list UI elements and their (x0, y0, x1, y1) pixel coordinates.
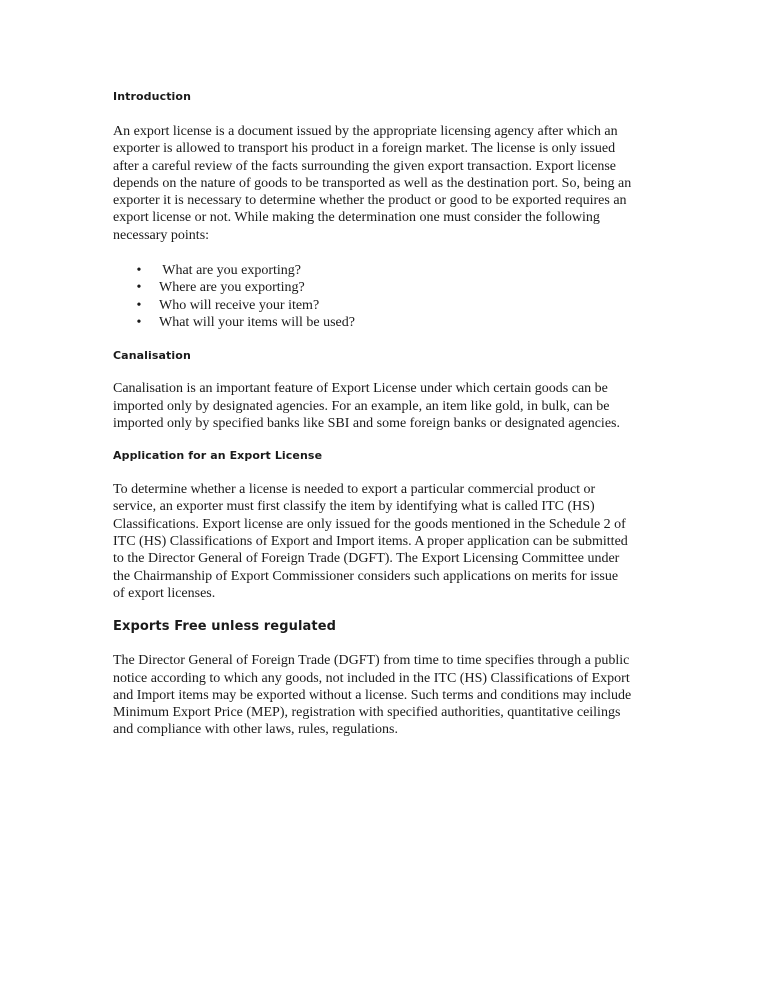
list-item (113, 314, 633, 331)
bullet-icon: • (136, 297, 142, 313)
paragraph-introduction: An export license is a document issued by the appropriate licensing agency after which an exporter is allowed to transport his product in a foreign market. The license is only issued after a careful review of the facts surrounding the given export transaction. Export license depends on the nature of goods to be transported as well as the destination port. So, being an exporter it is necessary to determine whether the product or good to be exported requires an export license or not. While making the determination one must consider the following necessary points: (113, 124, 632, 243)
list-item-text: What are you exporting? (159, 263, 302, 279)
list-item (113, 279, 633, 296)
list-item-text: Who will receive your item? (159, 297, 320, 313)
list-item (113, 262, 633, 279)
bullet-icon: • (136, 280, 142, 296)
paragraph-application: To determine whether a license is needed to export a particular commercial product or service, an exporter must first classify the item by identifying what is called ITC (HS) Classifications. Export license are only issued for the goods mentioned in the Schedule 2 of ITC (HS) Classifications of Export and Import items. A proper application can be submitted to the Director General of Foreign Trade (DGFT). The Export Licensing Committee under the Chairmanship of Export Commissioner considers such applications on merits for issue of export licenses. (113, 482, 628, 601)
list-item-text: Where are you exporting? (159, 280, 305, 296)
heading-application: Application for an Export License (113, 449, 323, 463)
heading-exports-free: Exports Free unless regulated (113, 619, 337, 635)
paragraph-exports-free: The Director General of Foreign Trade (DGFT) from time to time specifies through a public notice according to which any goods, not included in the ITC (HS) Classifications of Export and Import items may be exported without a license. Such terms and conditions may include Minimum Export Price (MEP), registration with specified authorities, quantitative ceilings and compliance with other laws, rules, regulations. (113, 653, 632, 738)
heading-introduction: Introduction (113, 90, 192, 103)
bullet-list-points (113, 262, 633, 331)
bullet-icon: • (136, 263, 142, 279)
list-item (113, 297, 633, 314)
bullet-icon: • (136, 314, 142, 330)
list-item-text: What will your items will be used? (159, 314, 355, 330)
paragraph-canalisation: Canalisation is an important feature of Export License under which certain goods can be imported only by designated agencies. For an example, an item like gold, in bulk, can be imported only by specified banks like SBI and some foreign banks or designated agencies. (113, 381, 620, 431)
heading-canalisation: Canalisation (113, 349, 191, 363)
document-body (113, 89, 633, 739)
